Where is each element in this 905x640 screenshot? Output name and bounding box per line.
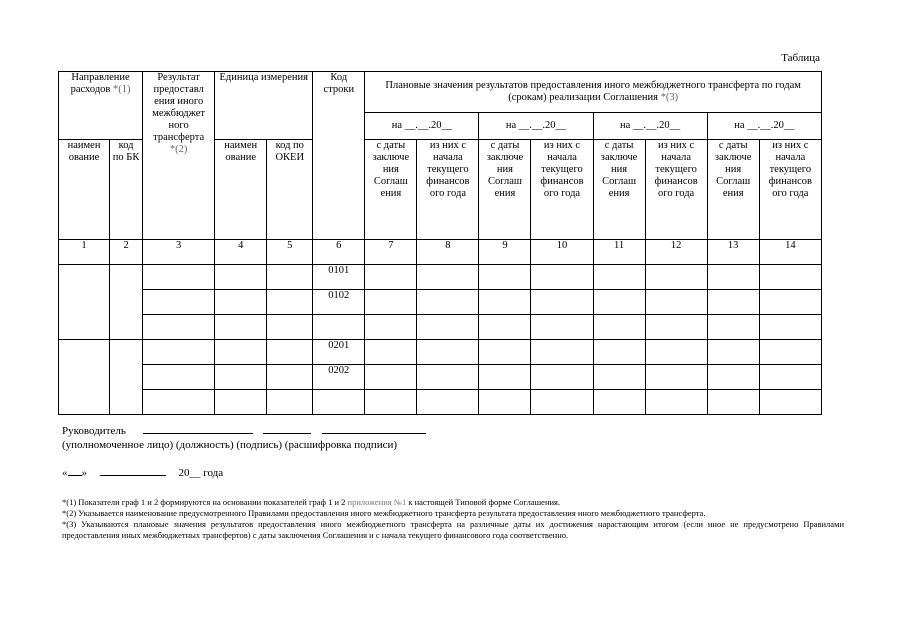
- column-number: 4: [215, 240, 267, 265]
- cell-value[interactable]: [215, 290, 267, 315]
- footnote-1: *(1) Показатели граф 1 и 2 формируются на основании показателей граф 1 и 2 приложения №1 к настоящей Типовой форме Соглашения.: [62, 497, 561, 507]
- table-caption: Таблица: [781, 52, 820, 64]
- cell-value[interactable]: [759, 290, 821, 315]
- cell-value[interactable]: [645, 265, 707, 290]
- cell-value[interactable]: [645, 365, 707, 390]
- cell-value[interactable]: [479, 265, 531, 290]
- sub-from-year-3: из них с начала текущего финансов ого года: [645, 140, 707, 240]
- period-4: на __.__.20__: [707, 113, 821, 140]
- date-quote-close: »: [81, 467, 87, 479]
- cell-value[interactable]: [759, 315, 821, 340]
- cell-value[interactable]: [215, 315, 267, 340]
- sub-name: наимен ование: [59, 140, 110, 240]
- cell-value[interactable]: [479, 340, 531, 365]
- table-row: [59, 365, 822, 390]
- cell-value[interactable]: [143, 290, 215, 315]
- sub-from-sign-2: с даты заключе ния Соглаш ения: [479, 140, 531, 240]
- cell-value[interactable]: [417, 390, 479, 415]
- cell-value[interactable]: [531, 390, 593, 415]
- cell-row-code: 0102: [313, 290, 365, 315]
- cell-value[interactable]: [707, 315, 759, 340]
- cell-value[interactable]: [759, 365, 821, 390]
- period-1: на __.__.20__: [365, 113, 479, 140]
- cell-value[interactable]: [707, 265, 759, 290]
- cell-value[interactable]: [531, 265, 593, 290]
- cell-value[interactable]: [143, 390, 215, 415]
- cell-value[interactable]: [143, 340, 215, 365]
- date-year: 20__ года: [178, 467, 224, 479]
- sub-from-sign-3: с даты заключе ния Соглаш ения: [593, 140, 645, 240]
- cell-direction-bk[interactable]: [110, 265, 143, 340]
- column-number: 5: [267, 240, 313, 265]
- period-3: на __.__.20__: [593, 113, 707, 140]
- cell-value[interactable]: [143, 365, 215, 390]
- cell-value[interactable]: [479, 315, 531, 340]
- cell-value[interactable]: [479, 390, 531, 415]
- cell-row-code: [313, 315, 365, 340]
- cell-value[interactable]: [645, 340, 707, 365]
- cell-value[interactable]: [593, 390, 645, 415]
- header-result: Результат предоставл ения иного межбюджет ного трансферта *(2): [143, 72, 215, 240]
- sub-from-sign-1: с даты заключе ния Соглаш ения: [365, 140, 417, 240]
- cell-value[interactable]: [267, 265, 313, 290]
- column-number: 7: [365, 240, 417, 265]
- cell-value[interactable]: [417, 315, 479, 340]
- cell-value[interactable]: [707, 290, 759, 315]
- cell-value[interactable]: [707, 365, 759, 390]
- cell-value[interactable]: [645, 390, 707, 415]
- column-number: 2: [110, 240, 143, 265]
- cell-value[interactable]: [759, 265, 821, 290]
- cell-value[interactable]: [215, 265, 267, 290]
- cell-value[interactable]: [267, 290, 313, 315]
- date-day-blank: [68, 475, 82, 476]
- cell-value[interactable]: [143, 315, 215, 340]
- date-month-blank: [100, 475, 166, 476]
- cell-value[interactable]: [365, 315, 417, 340]
- header-unit: Единица измерения: [215, 72, 313, 140]
- cell-value[interactable]: [365, 390, 417, 415]
- column-number: 10: [531, 240, 593, 265]
- cell-value[interactable]: [593, 315, 645, 340]
- cell-value[interactable]: [593, 340, 645, 365]
- cell-row-code: 0201: [313, 340, 365, 365]
- cell-value[interactable]: [365, 340, 417, 365]
- cell-value[interactable]: [531, 290, 593, 315]
- cell-row-code: [313, 390, 365, 415]
- footnote-3: *(3) Указываются плановые значения результатов предоставления иного межбюджетного трансферта на различные даты их достижения нарастающим итогом (если иное не предусмотрено Правилами предоставления иных межбюджетных трансфертов) с даты заключения Соглашения и с начала текущего финансового года соответственно.: [62, 519, 845, 540]
- cell-value[interactable]: [645, 315, 707, 340]
- cell-value[interactable]: [593, 365, 645, 390]
- footnotes: [62, 497, 844, 541]
- column-number: 1: [59, 240, 110, 265]
- table-row: [59, 390, 822, 415]
- cell-value[interactable]: [707, 340, 759, 365]
- cell-value[interactable]: [531, 365, 593, 390]
- column-number: 12: [645, 240, 707, 265]
- sub-okei: код по ОКЕИ: [267, 140, 313, 240]
- column-numbers-row: [59, 240, 822, 265]
- plan-values-table: [58, 71, 822, 415]
- cell-value[interactable]: [215, 365, 267, 390]
- column-number: 9: [479, 240, 531, 265]
- sub-from-year-4: из них с начала текущего финансов ого года: [759, 140, 821, 240]
- footnote-2: *(2) Указывается наименование предусмотренного Правилами предоставления иного межбюджетного трансферта результата предоставления иного межбюджетного трансферта.: [62, 508, 706, 518]
- header-direction: Направление расходов *(1): [59, 72, 143, 140]
- column-number: 3: [143, 240, 215, 265]
- cell-value[interactable]: [215, 390, 267, 415]
- cell-row-code: 0202: [313, 365, 365, 390]
- cell-value[interactable]: [417, 290, 479, 315]
- header-code: Код строки: [313, 72, 365, 240]
- sub-from-sign-4: с даты заключе ния Соглаш ения: [707, 140, 759, 240]
- signature-line-position: [143, 433, 253, 434]
- cell-value[interactable]: [267, 365, 313, 390]
- table-body: [59, 265, 822, 415]
- table-row: [59, 340, 822, 365]
- cell-direction-name[interactable]: [59, 265, 110, 340]
- sub-bk: код по БК: [110, 140, 143, 240]
- cell-value[interactable]: [215, 340, 267, 365]
- column-number: 13: [707, 240, 759, 265]
- table-row: [59, 315, 822, 340]
- date-line: [62, 467, 223, 479]
- cell-direction-bk[interactable]: [110, 340, 143, 415]
- signature-title: Руководитель: [62, 425, 126, 437]
- cell-value[interactable]: [267, 315, 313, 340]
- cell-value[interactable]: [417, 365, 479, 390]
- cell-value[interactable]: [365, 265, 417, 290]
- column-number: 8: [417, 240, 479, 265]
- table-row: [59, 290, 822, 315]
- cell-value[interactable]: [479, 365, 531, 390]
- footnote-link[interactable]: приложения №1: [347, 497, 407, 507]
- header-plan: Плановые значения результатов предоставления иного межбюджетного трансферта по годам (срокам) реализации Соглашения *(3): [365, 72, 822, 113]
- column-number: 14: [759, 240, 821, 265]
- cell-value[interactable]: [759, 390, 821, 415]
- cell-value[interactable]: [645, 290, 707, 315]
- cell-value[interactable]: [267, 340, 313, 365]
- cell-value[interactable]: [593, 265, 645, 290]
- cell-value[interactable]: [479, 290, 531, 315]
- table-row: [59, 265, 822, 290]
- cell-value[interactable]: [531, 340, 593, 365]
- cell-value[interactable]: [593, 290, 645, 315]
- signature-block: [62, 424, 426, 452]
- column-number: 6: [313, 240, 365, 265]
- sub-from-year-1: из них с начала текущего финансов ого года: [417, 140, 479, 240]
- period-2: на __.__.20__: [479, 113, 593, 140]
- cell-value[interactable]: [759, 340, 821, 365]
- cell-value[interactable]: [365, 290, 417, 315]
- cell-value[interactable]: [143, 265, 215, 290]
- cell-row-code: 0101: [313, 265, 365, 290]
- signature-line-name: [322, 433, 426, 434]
- sub-from-year-2: из них с начала текущего финансов ого года: [531, 140, 593, 240]
- cell-value[interactable]: [267, 390, 313, 415]
- signature-line-sign: [263, 433, 311, 434]
- date-quote-open: «: [62, 467, 68, 479]
- cell-value[interactable]: [707, 390, 759, 415]
- column-number: 11: [593, 240, 645, 265]
- cell-value[interactable]: [365, 365, 417, 390]
- cell-value[interactable]: [417, 265, 479, 290]
- sub-unit-name: наимен ование: [215, 140, 267, 240]
- cell-value[interactable]: [417, 340, 479, 365]
- signature-labels: (уполномоченное лицо) (должность) (подпись) (расшифровка подписи): [62, 439, 398, 451]
- cell-direction-name[interactable]: [59, 340, 110, 415]
- cell-value[interactable]: [531, 315, 593, 340]
